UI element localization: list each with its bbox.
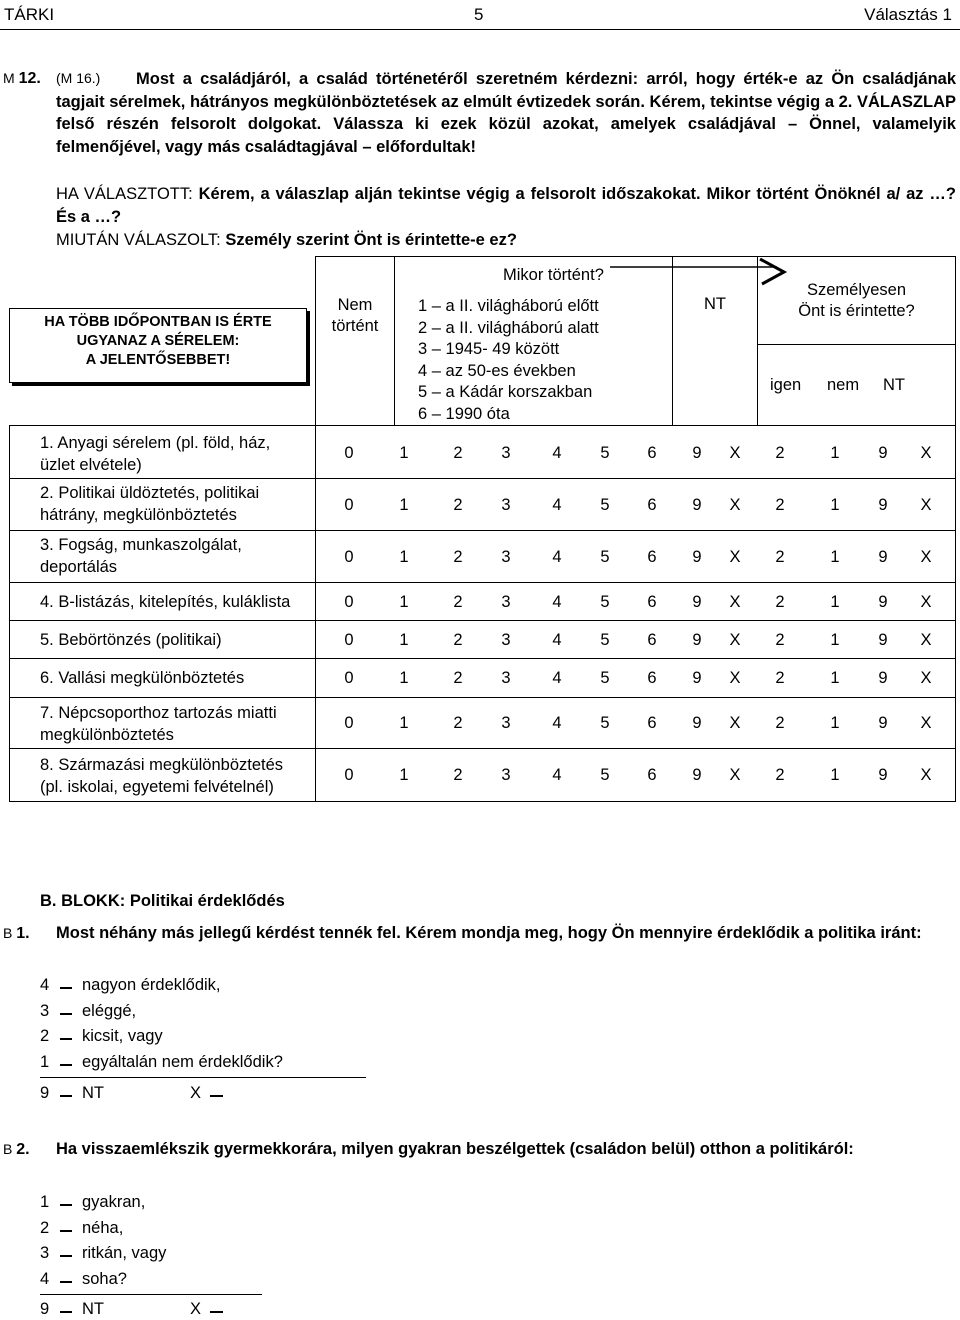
personal-code-1[interactable]: 1 <box>830 766 840 784</box>
time-code-1[interactable]: 1 <box>399 593 409 611</box>
time-code-0[interactable]: 0 <box>344 444 354 462</box>
question-m12-after: MIUTÁN VÁLASZOLT: Személy szerint Önt is érintette-e ez? <box>56 231 517 249</box>
header-igen: igen <box>770 376 802 394</box>
time-code-X[interactable]: X <box>729 669 741 687</box>
personal-code-X[interactable]: X <box>920 631 932 649</box>
header-szemelyesen: Személyesen Önt is érintette? <box>798 281 915 320</box>
option-label[interactable]: eléggé, <box>82 1001 137 1020</box>
option-code[interactable]: 1 <box>40 1052 50 1071</box>
time-code-9[interactable]: 9 <box>692 496 702 514</box>
personal-code-2[interactable]: 2 <box>775 444 785 462</box>
time-code-6[interactable]: 6 <box>647 631 657 649</box>
personal-code-X[interactable]: X <box>920 714 932 732</box>
option-dash <box>60 987 72 989</box>
x-label[interactable]: X <box>190 1300 202 1318</box>
time-code-0[interactable]: 0 <box>344 631 354 649</box>
period-item: 4 – az 50-es években <box>418 361 576 380</box>
time-code-1[interactable]: 1 <box>399 496 409 514</box>
personal-code-1[interactable]: 1 <box>830 496 840 514</box>
personal-code-X[interactable]: X <box>920 496 932 514</box>
time-code-0[interactable]: 0 <box>344 548 354 566</box>
x-label[interactable]: X <box>190 1084 202 1102</box>
time-code-X[interactable]: X <box>729 496 741 514</box>
time-code-5[interactable]: 5 <box>600 766 610 784</box>
personal-code-X[interactable]: X <box>920 669 932 687</box>
header-nt: NT <box>704 295 726 313</box>
time-code-9[interactable]: 9 <box>692 548 702 566</box>
personal-code-9[interactable]: 9 <box>878 593 888 611</box>
row-label: 8. Származási megkülönböztetés <box>40 756 284 774</box>
time-code-3[interactable]: 3 <box>501 766 511 784</box>
option-code[interactable]: 1 <box>40 1193 50 1211</box>
period-item: 2 – a II. világháború alatt <box>418 318 599 337</box>
instruction-line-1: HA TÖBB IDŐPONTBAN IS ÉRTE <box>44 314 272 330</box>
row-label: 7. Népcsoporthoz tartozás miatti <box>40 704 277 722</box>
personal-code-X[interactable]: X <box>920 766 932 784</box>
time-code-X[interactable]: X <box>729 593 741 611</box>
option-code[interactable]: 2 <box>40 1218 50 1237</box>
personal-code-2[interactable]: 2 <box>775 714 785 732</box>
question-b2-text: Ha visszaemlékszik gyermekkorára, milyen gyakran beszélgettek (családon belül) otthon a politikáról: <box>56 1140 854 1158</box>
option-dash <box>60 1038 72 1040</box>
header-nem: nem <box>827 376 860 394</box>
time-code-3[interactable]: 3 <box>501 548 511 566</box>
nt-dash <box>60 1311 72 1313</box>
header-right: Választás 1 <box>864 5 952 24</box>
time-code-2[interactable]: 2 <box>453 631 463 649</box>
time-code-5[interactable]: 5 <box>600 548 610 566</box>
time-code-2[interactable]: 2 <box>453 548 463 566</box>
time-code-4[interactable]: 4 <box>552 548 562 566</box>
time-code-5[interactable]: 5 <box>600 444 610 462</box>
row-label: (pl. iskolai, egyetemi felvételnél) <box>40 778 274 796</box>
nt-label[interactable]: NT <box>82 1084 104 1102</box>
header-mikor-tortent: Mikor történt? <box>503 266 604 284</box>
personal-code-9[interactable]: 9 <box>878 669 888 687</box>
personal-code-1[interactable]: 1 <box>830 444 840 462</box>
time-code-5[interactable]: 5 <box>600 631 610 649</box>
time-code-0[interactable]: 0 <box>344 496 354 514</box>
time-code-4[interactable]: 4 <box>552 444 562 462</box>
header-nem-tortent: Nem történt <box>331 296 379 335</box>
x-dash <box>210 1095 223 1097</box>
personal-code-2[interactable]: 2 <box>775 631 785 649</box>
personal-code-2[interactable]: 2 <box>775 766 785 784</box>
time-code-2[interactable]: 2 <box>453 766 463 784</box>
row-label: üzlet elvétele) <box>40 456 142 474</box>
period-item: 3 – 1945- 49 között <box>418 340 560 358</box>
time-code-0[interactable]: 0 <box>344 593 354 611</box>
time-code-6[interactable]: 6 <box>647 593 657 611</box>
block-b-title: B. BLOKK: Politikai érdeklődés <box>40 892 285 910</box>
personal-code-2[interactable]: 2 <box>775 496 785 514</box>
time-code-4[interactable]: 4 <box>552 766 562 784</box>
option-code[interactable]: 4 <box>40 976 50 994</box>
nt-dash <box>60 1095 72 1097</box>
option-dash <box>60 1064 72 1066</box>
time-code-3[interactable]: 3 <box>501 669 511 687</box>
question-number-m12: M 12. <box>3 70 41 87</box>
option-dash <box>60 1013 72 1015</box>
option-code[interactable]: 3 <box>40 1244 50 1262</box>
period-item: 5 – a Kádár korszakban <box>418 383 593 401</box>
time-code-1[interactable]: 1 <box>399 548 409 566</box>
personal-code-2[interactable]: 2 <box>775 593 785 611</box>
time-code-X[interactable]: X <box>729 631 741 649</box>
question-m12-intro: Most a családjáról, a család történetéről szeretném kérdezni: arról, hogy érték-e az Ön családjának tagjait sérelmek, hátrányos megkülönböztetések az elmúlt évtizedek során. Kérem, tekintse végig a 2. VÁLASZLAP felső részén felsorolt dolgokat. Válassza ki ezek közül azokat, amelyek családjával – Önnel, valamelyik felmenőjével, vagy más családtagjával – előfordultak! <box>56 70 956 156</box>
time-code-0[interactable]: 0 <box>344 714 354 732</box>
time-code-9[interactable]: 9 <box>692 631 702 649</box>
personal-code-1[interactable]: 1 <box>830 669 840 687</box>
time-code-9[interactable]: 9 <box>692 669 702 687</box>
b2-separator <box>40 1294 262 1295</box>
time-code-X[interactable]: X <box>729 444 741 462</box>
header-rule <box>0 29 960 30</box>
time-code-2[interactable]: 2 <box>453 714 463 732</box>
instruction-box <box>9 308 307 383</box>
personal-code-9[interactable]: 9 <box>878 444 888 462</box>
time-code-X[interactable]: X <box>729 714 741 732</box>
personal-code-2[interactable]: 2 <box>775 669 785 687</box>
time-code-1[interactable]: 1 <box>399 669 409 687</box>
option-label[interactable]: kicsit, vagy <box>82 1027 163 1045</box>
time-code-3[interactable]: 3 <box>501 496 511 514</box>
row-label: 5. Bebörtönzés (politikai) <box>40 631 222 649</box>
period-item: 6 – 1990 óta <box>418 404 510 423</box>
nt-label[interactable]: NT <box>82 1300 104 1318</box>
x-dash <box>210 1311 223 1313</box>
personal-code-1[interactable]: 1 <box>830 593 840 611</box>
time-code-3[interactable]: 3 <box>501 444 511 462</box>
time-code-3[interactable]: 3 <box>501 631 511 649</box>
time-code-9[interactable]: 9 <box>692 593 702 611</box>
row-label: 3. Fogság, munkaszolgálat, <box>40 536 242 554</box>
time-code-0[interactable]: 0 <box>344 766 354 784</box>
personal-code-X[interactable]: X <box>920 593 932 611</box>
personal-code-9[interactable]: 9 <box>878 496 888 514</box>
time-code-X[interactable]: X <box>729 548 741 566</box>
row-label: 6. Vallási megkülönböztetés <box>40 669 245 687</box>
personal-code-1[interactable]: 1 <box>830 714 840 732</box>
option-dash <box>60 1204 72 1206</box>
option-code[interactable]: 2 <box>40 1027 50 1045</box>
time-code-1[interactable]: 1 <box>399 714 409 732</box>
b1-separator <box>40 1077 366 1078</box>
row-label: hátrány, megkülönböztetés <box>40 506 237 524</box>
option-dash <box>60 1281 72 1283</box>
time-code-6[interactable]: 6 <box>647 444 657 462</box>
time-code-4[interactable]: 4 <box>552 714 562 732</box>
question-number-b1: B 1. <box>3 925 30 942</box>
time-code-9[interactable]: 9 <box>692 714 702 732</box>
personal-code-2[interactable]: 2 <box>775 548 785 566</box>
time-code-4[interactable]: 4 <box>552 496 562 514</box>
time-code-6[interactable]: 6 <box>647 548 657 566</box>
time-code-4[interactable]: 4 <box>552 593 562 611</box>
page-number: 5 <box>474 5 484 24</box>
personal-code-X[interactable]: X <box>920 444 932 462</box>
question-b1-text: Most néhány más jellegű kérdést tennék fel. Kérem mondja meg, hogy Ön mennyire érdeklődik a politika iránt: <box>56 924 922 942</box>
time-code-5[interactable]: 5 <box>600 593 610 611</box>
option-dash <box>60 1255 72 1257</box>
time-code-3[interactable]: 3 <box>501 593 511 611</box>
nt-code[interactable]: 9 <box>40 1300 50 1318</box>
personal-code-1[interactable]: 1 <box>830 631 840 649</box>
time-code-6[interactable]: 6 <box>647 669 657 687</box>
question-m12-if-answered: HA VÁLASZTOTT: Kérem, a válaszlap alján tekintse végig a felsorolt időszakokat. Mikor történt Önöknél a/ az …? És a …? <box>56 185 956 226</box>
time-code-2[interactable]: 2 <box>453 444 463 462</box>
question-number-b2: B 2. <box>3 1141 30 1158</box>
personal-code-9[interactable]: 9 <box>878 631 888 649</box>
time-code-3[interactable]: 3 <box>501 714 511 732</box>
nt-code[interactable]: 9 <box>40 1084 50 1102</box>
time-code-1[interactable]: 1 <box>399 766 409 784</box>
option-label[interactable]: nagyon érdeklődik, <box>82 976 221 994</box>
option-dash <box>60 1230 72 1232</box>
period-list <box>418 296 599 425</box>
time-code-6[interactable]: 6 <box>647 496 657 514</box>
option-label[interactable]: soha? <box>82 1269 127 1288</box>
time-code-9[interactable]: 9 <box>692 766 702 784</box>
time-code-6[interactable]: 6 <box>647 766 657 784</box>
option-code[interactable]: 4 <box>40 1269 50 1288</box>
time-code-5[interactable]: 5 <box>600 714 610 732</box>
time-code-0[interactable]: 0 <box>344 669 354 687</box>
option-label[interactable]: néha, <box>82 1218 124 1237</box>
option-code[interactable]: 3 <box>40 1001 50 1020</box>
option-label[interactable]: ritkán, vagy <box>82 1244 167 1262</box>
personal-code-1[interactable]: 1 <box>830 548 840 566</box>
header-left: TÁRKI <box>4 5 55 24</box>
time-code-2[interactable]: 2 <box>453 593 463 611</box>
option-label[interactable]: egyáltalán nem érdeklődik? <box>82 1052 283 1071</box>
personal-code-9[interactable]: 9 <box>878 766 888 784</box>
instruction-line-3: A JELENTŐSEBBET! <box>85 352 231 368</box>
time-code-1[interactable]: 1 <box>399 631 409 649</box>
time-code-4[interactable]: 4 <box>552 669 562 687</box>
time-code-5[interactable]: 5 <box>600 669 610 687</box>
row-label: 4. B-listázás, kitelepítés, kuláklista <box>40 593 291 611</box>
question-ref: (M 16.) <box>56 70 101 86</box>
time-code-1[interactable]: 1 <box>399 444 409 462</box>
time-code-5[interactable]: 5 <box>600 496 610 514</box>
period-item: 1 – a II. világháború előtt <box>418 297 599 315</box>
option-label[interactable]: gyakran, <box>82 1193 146 1211</box>
time-code-4[interactable]: 4 <box>552 631 562 649</box>
row-label: 1. Anyagi sérelem (pl. föld, ház, <box>40 434 271 452</box>
row-label: 2. Politikai üldöztetés, politikai <box>40 484 260 502</box>
time-code-6[interactable]: 6 <box>647 714 657 732</box>
personal-code-9[interactable]: 9 <box>878 548 888 566</box>
time-code-9[interactable]: 9 <box>692 444 702 462</box>
personal-code-X[interactable]: X <box>920 548 932 566</box>
instruction-line-2: UGYANAZ A SÉRELEM: <box>76 333 240 349</box>
row-label: megkülönböztetés <box>40 726 174 744</box>
personal-code-9[interactable]: 9 <box>878 714 888 732</box>
time-code-2[interactable]: 2 <box>453 496 463 514</box>
time-code-2[interactable]: 2 <box>453 669 463 687</box>
header-nt-personal: NT <box>883 376 905 394</box>
row-label: deportálás <box>40 558 118 576</box>
time-code-X[interactable]: X <box>729 766 741 784</box>
